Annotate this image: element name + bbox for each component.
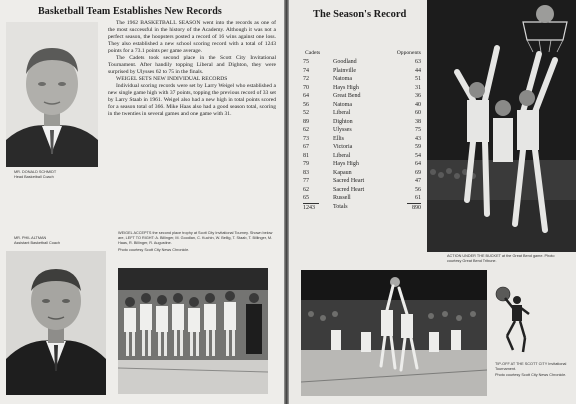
game-row xyxy=(303,67,421,76)
cadets-score: 77 xyxy=(303,178,309,184)
game-row xyxy=(303,186,421,195)
cadets-score: 56 xyxy=(303,101,309,108)
coach2-name: MR. PHIL ALTMAN xyxy=(14,236,47,240)
game-row xyxy=(303,126,421,135)
tipoff-caption-text: TIP-OFF AT THE SCOTT CITY Invitational Tournament. xyxy=(495,362,567,371)
cadets-score: 89 xyxy=(303,118,309,125)
team-photo-caption xyxy=(118,231,276,253)
game-row xyxy=(303,109,421,118)
game-row xyxy=(303,177,421,186)
opponent-score: 54 xyxy=(415,152,421,159)
coach1-name: MR. DONALD SCHMIDT xyxy=(14,170,57,174)
game-row xyxy=(303,135,421,144)
cadets-score: 73 xyxy=(303,135,309,142)
page-title: Basketball Team Establishes New Records xyxy=(38,6,222,17)
opponent-score: 63 xyxy=(415,59,421,65)
totals-row xyxy=(303,203,421,212)
total-label: Totals xyxy=(333,204,348,211)
cadets-score: 72 xyxy=(303,76,309,82)
player-illustration xyxy=(495,284,535,356)
opponent-score: 75 xyxy=(415,127,421,133)
season-record-table xyxy=(303,50,421,212)
opponent-name: Natoma xyxy=(333,101,352,108)
opponent-name: Liberal xyxy=(333,152,351,159)
game-row xyxy=(303,101,421,110)
tipoff-photo xyxy=(301,270,487,396)
cadets-score: 75 xyxy=(303,59,309,65)
game-row xyxy=(303,92,421,101)
opponent-name: Kapaun xyxy=(333,169,352,176)
opponent-name: Russell xyxy=(333,195,351,202)
paragraph-1: The 1962 BASKETBALL SEASON went into the records as one of the most successful in the history of the Academy. Although it was not a perfect season, the hoopsters posted a record of 16 wins against one loss. They also established a new school scoring record with a total of 1243 points for a 73.1 points per game average. xyxy=(108,20,276,54)
action-photo-caption: ACTION UNDER THE BUCKET at the Great Bend game. Photo courtesy Great Bend Tribune. xyxy=(447,254,555,263)
opponent-score: 31 xyxy=(415,84,421,91)
opponent-name: Natoma xyxy=(333,76,352,82)
cadets-score: 81 xyxy=(303,152,309,159)
opponent-name: Dighton xyxy=(333,118,353,125)
opponent-name: Sacred Heart xyxy=(333,186,365,193)
coach2-role: Assistant Basketball Coach xyxy=(14,241,61,245)
opponent-score: 60 xyxy=(415,110,421,116)
team-caption-credit: Photo courtesy Scott City News Chronicle. xyxy=(118,248,190,252)
opponent-name: Goodland xyxy=(333,59,357,65)
game-row xyxy=(303,118,421,127)
right-page xyxy=(289,0,576,404)
game-row xyxy=(303,58,421,67)
coach1-caption xyxy=(14,170,56,180)
team-caption-text: WEIGEL ACCEPTS the second place trophy at Scott City Invitational Tourney. Shown below are, LEFT TO RIGHT: A. Billinger, M. Goodlan, C. Kuchin, W. Bellig, T. Staab, T. Billinger, M. Haas, R. Billinger, R. Augustine. xyxy=(118,231,273,245)
opponent-score: 51 xyxy=(415,76,421,82)
article-body xyxy=(108,20,276,118)
opponent-score: 69 xyxy=(415,169,421,176)
coach2-caption xyxy=(14,236,60,246)
coach-photo-altman xyxy=(6,251,106,395)
opponent-score: 47 xyxy=(415,178,421,184)
game-row xyxy=(303,143,421,152)
opponent-score: 44 xyxy=(415,67,421,74)
cadets-score: 65 xyxy=(303,195,309,201)
game-row xyxy=(303,169,421,178)
game-row xyxy=(303,84,421,93)
tipoff-caption xyxy=(495,362,567,378)
cadets-score: 70 xyxy=(303,84,309,91)
cadets-score: 83 xyxy=(303,169,309,176)
cadets-score: 62 xyxy=(303,127,309,133)
total-cadets: 1243 xyxy=(303,203,319,212)
left-page xyxy=(0,0,284,404)
paragraph-3: Individual scoring records were set by Larry Weigel who established a new single game high with 37 points, topping the previous record of 33 set by Larry Staab in 1961. Weigel also had a new high in total points scored for a season total of 366. Mike Haas also had a good season total, scoring in the twenties in several games and one game with 31. xyxy=(108,83,276,117)
opponent-name: Ellis xyxy=(333,135,345,142)
cadets-header: Cadets xyxy=(305,50,321,56)
cadets-score: 62 xyxy=(303,186,309,193)
opponent-score: 56 xyxy=(415,186,421,193)
opponent-name: Sacred Heart xyxy=(333,178,365,184)
team-trophy-photo xyxy=(118,268,268,394)
opponent-score: 59 xyxy=(415,144,421,150)
game-row xyxy=(303,194,421,203)
action-under-bucket-photo xyxy=(427,0,576,252)
opponent-score: 38 xyxy=(415,118,421,125)
opponent-name: Great Bend xyxy=(333,93,361,99)
total-opponents: 890 xyxy=(407,203,421,212)
game-row xyxy=(303,160,421,169)
opponent-name: Victoria xyxy=(333,144,353,150)
cadets-score: 79 xyxy=(303,161,309,167)
opponent-score: 40 xyxy=(415,101,421,108)
cadets-score: 67 xyxy=(303,144,309,150)
opponent-score: 61 xyxy=(415,195,421,201)
opponent-name: Hays High xyxy=(333,84,359,91)
subheading: WEIGEL SETS NEW INDIVIDUAL RECORDS xyxy=(116,76,228,82)
cadets-score: 52 xyxy=(303,110,309,116)
opponent-name: Plainville xyxy=(333,67,356,74)
coach-photo-schmidt xyxy=(6,22,98,167)
game-row xyxy=(303,152,421,161)
season-record-title: The Season's Record xyxy=(313,9,407,20)
cadets-score: 64 xyxy=(303,93,309,99)
paragraph-2: The Cadets took second place in the Scott City Invitational Tournament. After handily topping Liberal and Dighton, they were surprised by Ulysses 62 to 75 in the finals. xyxy=(108,55,276,75)
games-table xyxy=(303,58,421,212)
opponent-name: Liberal xyxy=(333,110,351,116)
opponent-name: Hays High xyxy=(333,161,359,167)
opponent-score: 43 xyxy=(415,135,421,142)
cadets-score: 74 xyxy=(303,67,309,74)
opponents-header: Opponents xyxy=(396,50,421,56)
game-row xyxy=(303,75,421,84)
coach1-role: Head Basketball Coach xyxy=(14,175,54,179)
opponent-name: Ulysses xyxy=(333,127,352,133)
opponent-score: 36 xyxy=(415,93,421,99)
opponent-score: 64 xyxy=(415,161,421,167)
tipoff-caption-credit: Photo courtesy Scott City News Chronicle. xyxy=(495,373,567,377)
